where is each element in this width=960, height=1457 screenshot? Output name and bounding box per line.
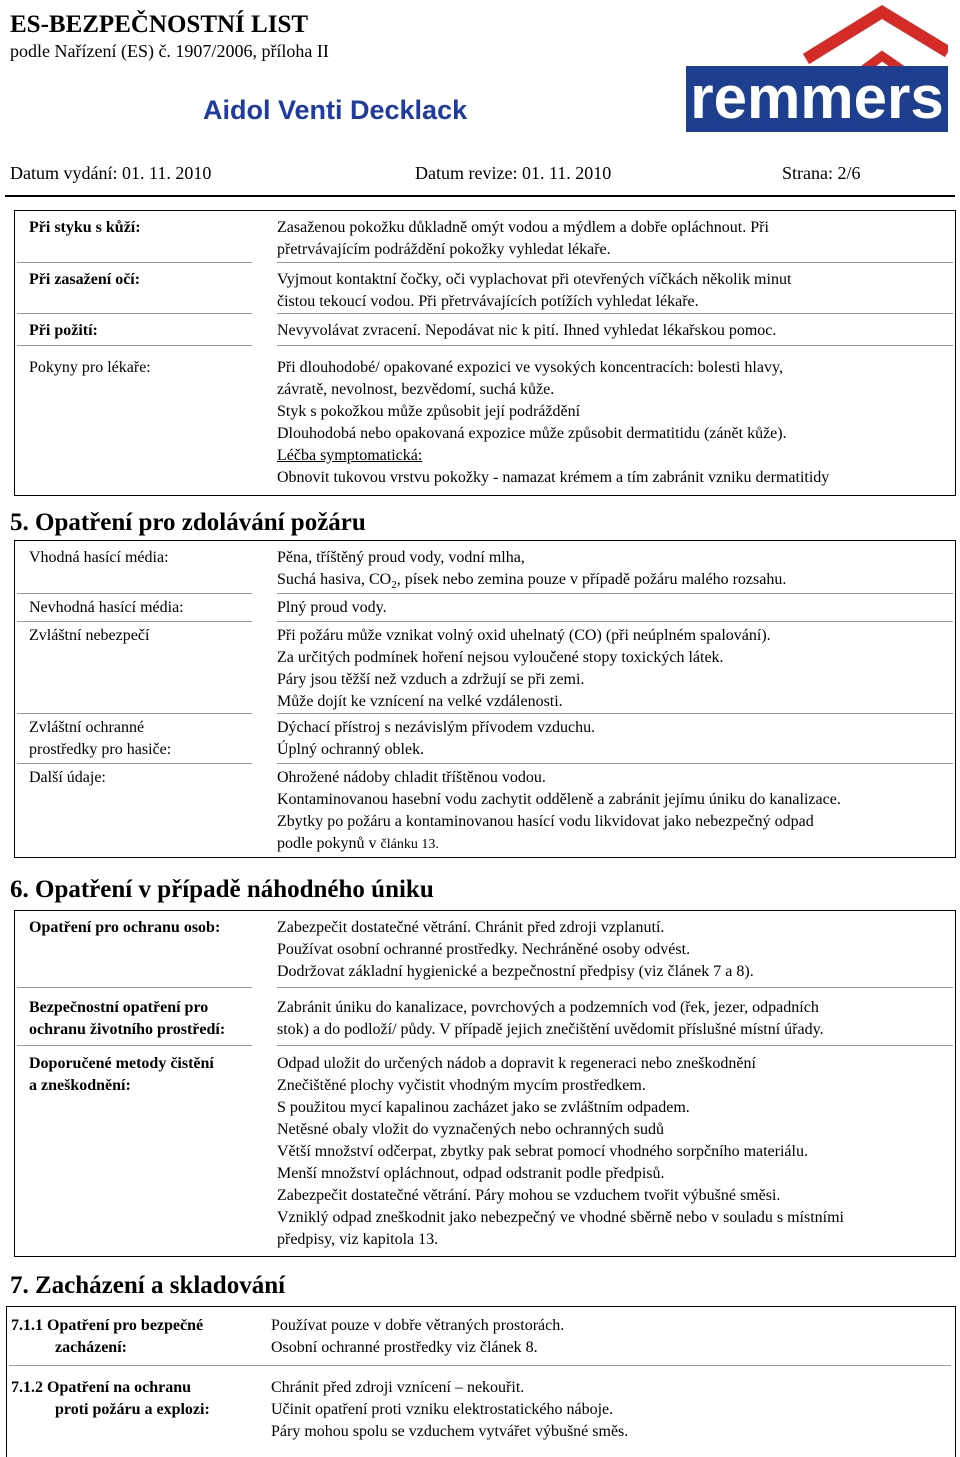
revision-date: Datum revize: 01. 11. 2010 [415,163,612,183]
logo-roof-shape [806,12,948,59]
firefighter-protection-label: Zvláštní ochranné prostředky pro hasiče: [29,719,172,758]
remmers-logo [686,4,948,134]
unsuitable-media-text: Plný proud vody. [277,599,387,616]
header-divider [5,195,955,197]
environment-measures-label: Bezpečnostní opatření pro ochranu životního prostředí: [29,999,226,1038]
fire-protection-text: Chránit před zdroji vznícení – nekouřit. Učinit opatření proti vzniku elektrostatického náboje. Páry mohou spolu se vzduchem vytvářet výbušné směs. [271,1379,629,1440]
page-number: Strana: 2/6 [782,163,861,183]
environment-measures-text: Zabránit úniku do kanalizace, povrchových a podzemních vod (řek, jezer, odpadních stok) a do podloží/ půdy. V případě jejich znečištění uvědomit příslušné místní úřady. [277,999,824,1038]
skin-label: Při styku s kůží: [29,219,141,236]
section-6-heading: 6. Opatření v případě náhodného úniku [10,876,434,903]
logo-text: remmers [690,64,944,131]
section-5-heading: 5. Opatření pro zdolávání požáru [10,509,366,536]
other-info-label: Další údaje: [29,769,106,786]
safe-handling-label: 7.1.1 Opatření pro bezpečné zacházení: [11,1317,204,1356]
cleanup-methods-text: Odpad uložit do určených nádob a dopravit k regeneraci nebo zneškodnění Znečištěné plochy vyčistit vhodným mycím prostředkem. S použitou mycí kapalinou zacházet jako se zvláštním odpadem. Netěsné obaly vložit do vyznačených nebo ochranných sudů Větší množství odčerpat, zbytky pak sebrat pomocí vhodného sorpčního materiálu. Menší množství opláchnout, odpad odstranit podle předpisů. Zabezpečit dostatečné větrání. Páry mohou se vzduchem tvořit výbušné směsi. Vzniklý odpad zneškodnit jako nebezpečný ve vhodné sběrně nebo v souladu s místními předpisy, viz kapitola 13. [277,1055,844,1248]
regulation-subtitle: podle Nařízení (ES) č. 1907/2006, příloha II [10,41,329,61]
personal-measures-label: Opatření pro ochranu osob: [29,919,221,936]
cleanup-methods-label: Doporučené metody čistění a zneškodnění: [29,1055,214,1094]
skin-text: Zasaženou pokožku důkladně omýt vodou a mýdlem a dobře opláchnout. Při přetrvávajícím podráždění pokožky vyhledat lékaře. [277,219,769,258]
special-hazard-label: Zvláštní nebezpečí [29,627,150,644]
firefighter-protection-text: Dýchací přístroj s nezávislým přívodem vzduchu. Úplný ochranný oblek. [277,719,596,758]
product-name: Aidol Venti Decklack [203,95,468,125]
section-6-box [14,910,956,1257]
unsuitable-media-label: Nevhodná hasící média: [29,599,184,616]
personal-measures-text: Zabezpečit dostatečné větrání. Chránit před zdroji vzplanutí. Používat osobní ochranné prostředky. Nechráněné osoby odvést. Dodržovat základní hygienické a bezpečnostní předpisy (viz článek 7 a 8). [277,919,754,980]
doctor-label: Pokyny pro lékaře: [29,359,151,376]
issue-date: Datum vydání: 01. 11. 2010 [10,163,212,183]
eyes-text: Vyjmout kontaktní čočky, oči vyplachovat při otevřených víčkách několik minut čistou tekoucí vodou. Při přetrvávajících potížích vyhledat lékaře. [277,271,792,310]
first-aid-box [14,210,956,496]
eyes-label: Při zasažení očí: [29,271,141,288]
special-hazard-text: Při požáru může vznikat volný oxid uhelnatý (CO) (při neúplném spalování). Za určitých podmínek hoření nejsou vyloučené stopy toxických látek. Páry jsou těžší než vzduch a zdržují se při zemi. Může dojít ke vznícení na velké vzdálenosti. [277,627,771,710]
suitable-media-label: Vhodná hasící média: [29,549,169,566]
safe-handling-text: Používat pouze v dobře větraných prostorách. Osobní ochranné prostředky viz článek 8. [271,1317,565,1356]
suitable-media-text: Pěna, tříštěný proud vody, vodní mlha, Suchá hasiva, $CO_2$, písek nebo zemina pouze v případě požáru malého rozsahu. [277,549,787,592]
fire-protection-label: 7.1.2 Opatření na ochranu proti požáru a explozi: [11,1379,210,1418]
section-5-box [14,540,956,858]
section-7-box [6,1306,956,1457]
other-info-text: Ohrožené nádoby chladit tříštěnou vodou. Kontaminovanou hasební vodu zachytit odděleně a zabránit jejímu úniku do kanalizace. Zbytky po požáru a kontaminovanou hasící vodu likvidovat jako nebezpečný odpad podle pokynů v článku 13. [277,769,841,852]
ingestion-text: Nevyvolávat zvracení. Nepodávat nic k pití. Ihned vyhledat lékařskou pomoc. [277,322,777,339]
document-title: ES-BEZPEČNOSTNÍ LIST [10,11,309,38]
doctor-text: Při dlouhodobé/ opakované expozici ve vysokých koncentracích: bolesti hlavy, závratě, nevolnost, bezvědomí, suchá kůže. Styk s pokožkou může způsobit její podráždění Dlouhodobá nebo opakovaná expozice může způsobit dermatitidu (zánět kůže). Léčba symptomatická: Obnovit tukovou vrstvu pokožky - namazat krémem a tím zabránit vzniku dermatitidy [277,359,830,486]
ingestion-label: Při požití: [29,322,98,339]
section-7-heading: 7. Zacházení a skladování [10,1272,286,1299]
